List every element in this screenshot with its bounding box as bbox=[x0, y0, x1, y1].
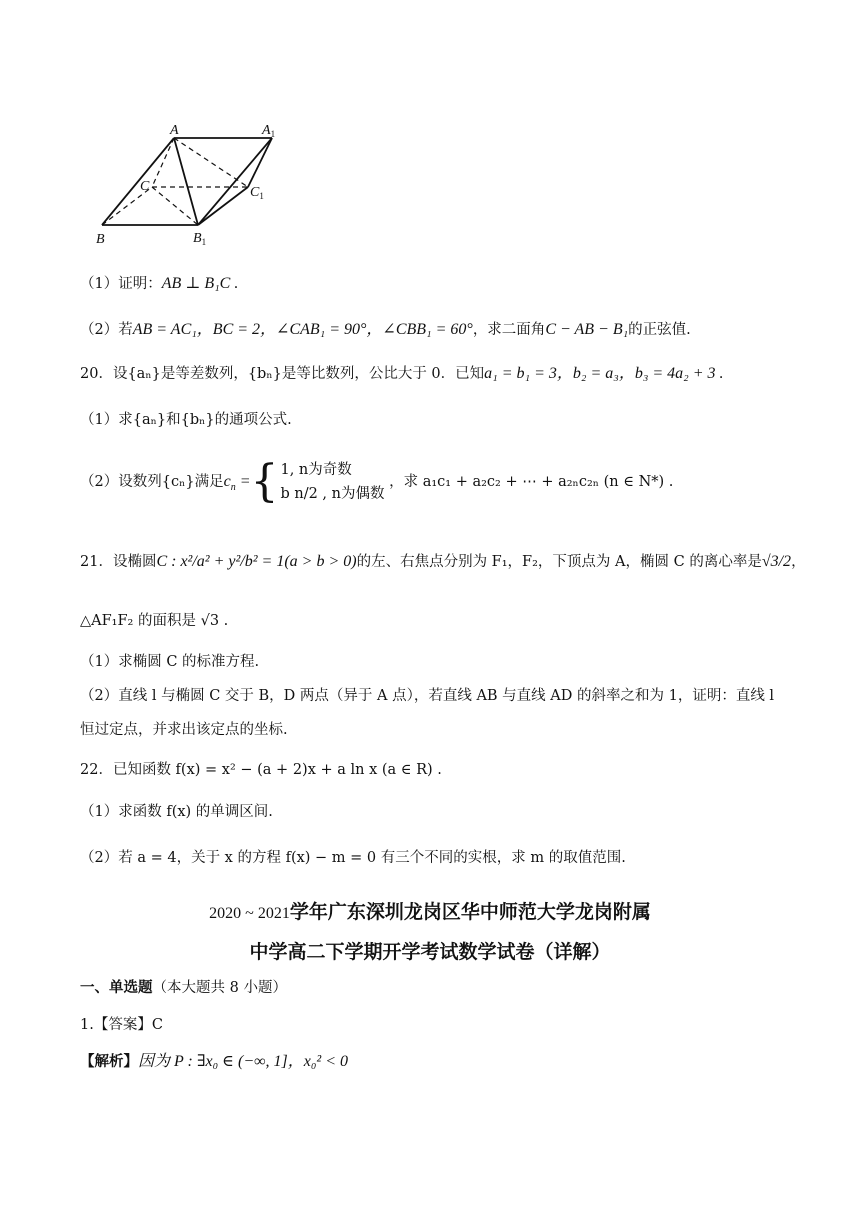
analysis-label: 【解析】 bbox=[80, 1053, 138, 1070]
edge-AB1 bbox=[174, 138, 198, 225]
q20-part1 bbox=[80, 410, 292, 430]
q21-part2b-text: 恒过定点，并求出该定点的坐标. bbox=[80, 722, 288, 738]
label-C1: $C_1$ bbox=[250, 185, 264, 201]
q21-part2a-text: （2）直线 l 与椭圆 C 交于 B，D 两点（异于 A 点），若直线 AB 与直线 AD 的斜率之和为 1，证明：直线 l bbox=[80, 688, 775, 704]
q19-part2-mid: ，求二面角 bbox=[472, 322, 546, 338]
q19-part1-math: AB ⊥ B₁C . bbox=[161, 275, 239, 292]
answer-title-years: 2020 ~ 2021 bbox=[209, 905, 290, 922]
q21-stem: 21．设椭圆C : x²/a² + y²/b² = 1(a > b > 0)的左、右焦点分别为 F₁，F₂，下顶点为 A，椭圆 C 的离心率是√3/2， bbox=[80, 553, 806, 570]
edge-A1B1 bbox=[198, 138, 272, 225]
q19-part1-prefix: （1）证明： bbox=[80, 276, 162, 292]
edge-CB1 bbox=[152, 187, 198, 225]
answer-1-analysis bbox=[80, 1052, 348, 1072]
q21-part2b bbox=[80, 720, 288, 740]
q20-text: 设{aₙ}是等差数列，{bₙ}是等比数列，公比大于 0．已知 bbox=[112, 366, 485, 382]
q20-stem bbox=[80, 364, 724, 384]
case-brace: { bbox=[250, 456, 279, 507]
label-A: A bbox=[170, 123, 179, 138]
q19-part2-math2: C − AB − B₁ bbox=[545, 321, 629, 338]
q19-part2-math: AB = AC₁，BC = 2，∠CAB₁ = 90°，∠CBB₁ = 60° bbox=[132, 321, 473, 338]
q21-part1-text: （1）求椭圆 C 的标准方程. bbox=[80, 654, 260, 670]
q19-part1 bbox=[80, 274, 238, 294]
edge-B1C1 bbox=[198, 187, 248, 225]
section-heading bbox=[80, 978, 287, 998]
prism-figure bbox=[90, 118, 290, 248]
q20-part1-text: （1）求{aₙ}和{bₙ}的通项公式. bbox=[80, 412, 292, 428]
q19-part2-suffix: 的正弦值. bbox=[628, 322, 691, 338]
q21-number: 21． bbox=[80, 554, 113, 570]
q20-case2: b n/2 , n为偶数 bbox=[280, 486, 385, 502]
q21-line2 bbox=[80, 611, 228, 631]
q20-part2-suffix: ，求 a₁c₁ + a₂c₂ + ⋯ + a₂ₙc₂ₙ (n ∈ N*) . bbox=[389, 474, 674, 490]
q21-text-b: 的左、右焦点分别为 F₁，F₂，下顶点为 A，椭圆 C 的离心率是 bbox=[356, 554, 762, 570]
answer-title-line1 bbox=[0, 897, 860, 924]
label-C: C bbox=[140, 179, 150, 194]
q22-part1-text: （1）求函数 f(x) 的单调区间. bbox=[80, 804, 273, 820]
q21-ellipse-eq: C : x²/a² + y²/b² = 1(a > b > 0) bbox=[156, 553, 357, 570]
q20-cases bbox=[280, 458, 384, 506]
q21-part1 bbox=[80, 652, 259, 672]
q19-part2 bbox=[80, 320, 691, 340]
q21-eccentricity: √3/2 bbox=[761, 553, 792, 570]
section-note: （本大题共 8 小题） bbox=[152, 980, 287, 996]
q20-number: 20． bbox=[80, 366, 113, 382]
q22-part1 bbox=[80, 802, 273, 822]
q19-part2-prefix: （2）若 bbox=[80, 322, 133, 338]
q20-part2: （2）设数列{cₙ}满足$c_n$ ={ 1, n为奇数 b n/2 , n为偶数 ，求 a₁c₁ + a₂c₂ + ⋯ + a₂ₙc₂ₙ (n ∈ N*) . bbox=[80, 456, 674, 507]
q22-part2-text: （2）若 a = 4，关于 x 的方程 f(x) − m = 0 有三个不同的实根，求 m 的取值范围. bbox=[80, 850, 626, 866]
analysis-text: 因为 P : ∃x₀ ∈ (−∞, 1]，x₀² < 0 bbox=[138, 1053, 349, 1070]
q21-area-text: △AF₁F₂ 的面积是 √3 . bbox=[80, 613, 229, 629]
label-A1: $A_1$ bbox=[262, 123, 276, 139]
q22-stem bbox=[80, 760, 442, 780]
q22-text: 已知函数 f(x) = x² − (a + 2)x + a ln x (a ∈ R) . bbox=[112, 762, 442, 778]
answer-title-line2 bbox=[0, 937, 860, 964]
answer-1-value: C bbox=[151, 1017, 163, 1033]
answer-title-text2: 中学高二下学期开学考试数学试卷（详解） bbox=[249, 941, 611, 963]
label-B: B bbox=[96, 232, 105, 247]
q22-number: 22． bbox=[80, 762, 113, 778]
q20-case1: 1, n为奇数 bbox=[280, 462, 352, 478]
q21-text-a: 设椭圆 bbox=[112, 554, 157, 570]
answer-1-label: 1.【答案】 bbox=[80, 1017, 152, 1033]
label-B1: $B_1$ bbox=[193, 231, 207, 247]
section-title: 一、单选题 bbox=[80, 979, 153, 996]
edge-AC bbox=[152, 138, 174, 187]
q20-part2-prefix: （2）设数列{cₙ}满足 bbox=[80, 474, 224, 490]
q21-part2a bbox=[80, 686, 774, 706]
answer-title-text: 学年广东深圳龙岗区华中师范大学龙岗附属 bbox=[289, 901, 651, 923]
q22-part2 bbox=[80, 848, 626, 868]
answer-1 bbox=[80, 1015, 163, 1035]
q20-math: a₁ = b₁ = 3，b₂ = a₃，b₃ = 4a₂ + 3 . bbox=[484, 365, 724, 382]
edge-AB bbox=[102, 138, 174, 225]
